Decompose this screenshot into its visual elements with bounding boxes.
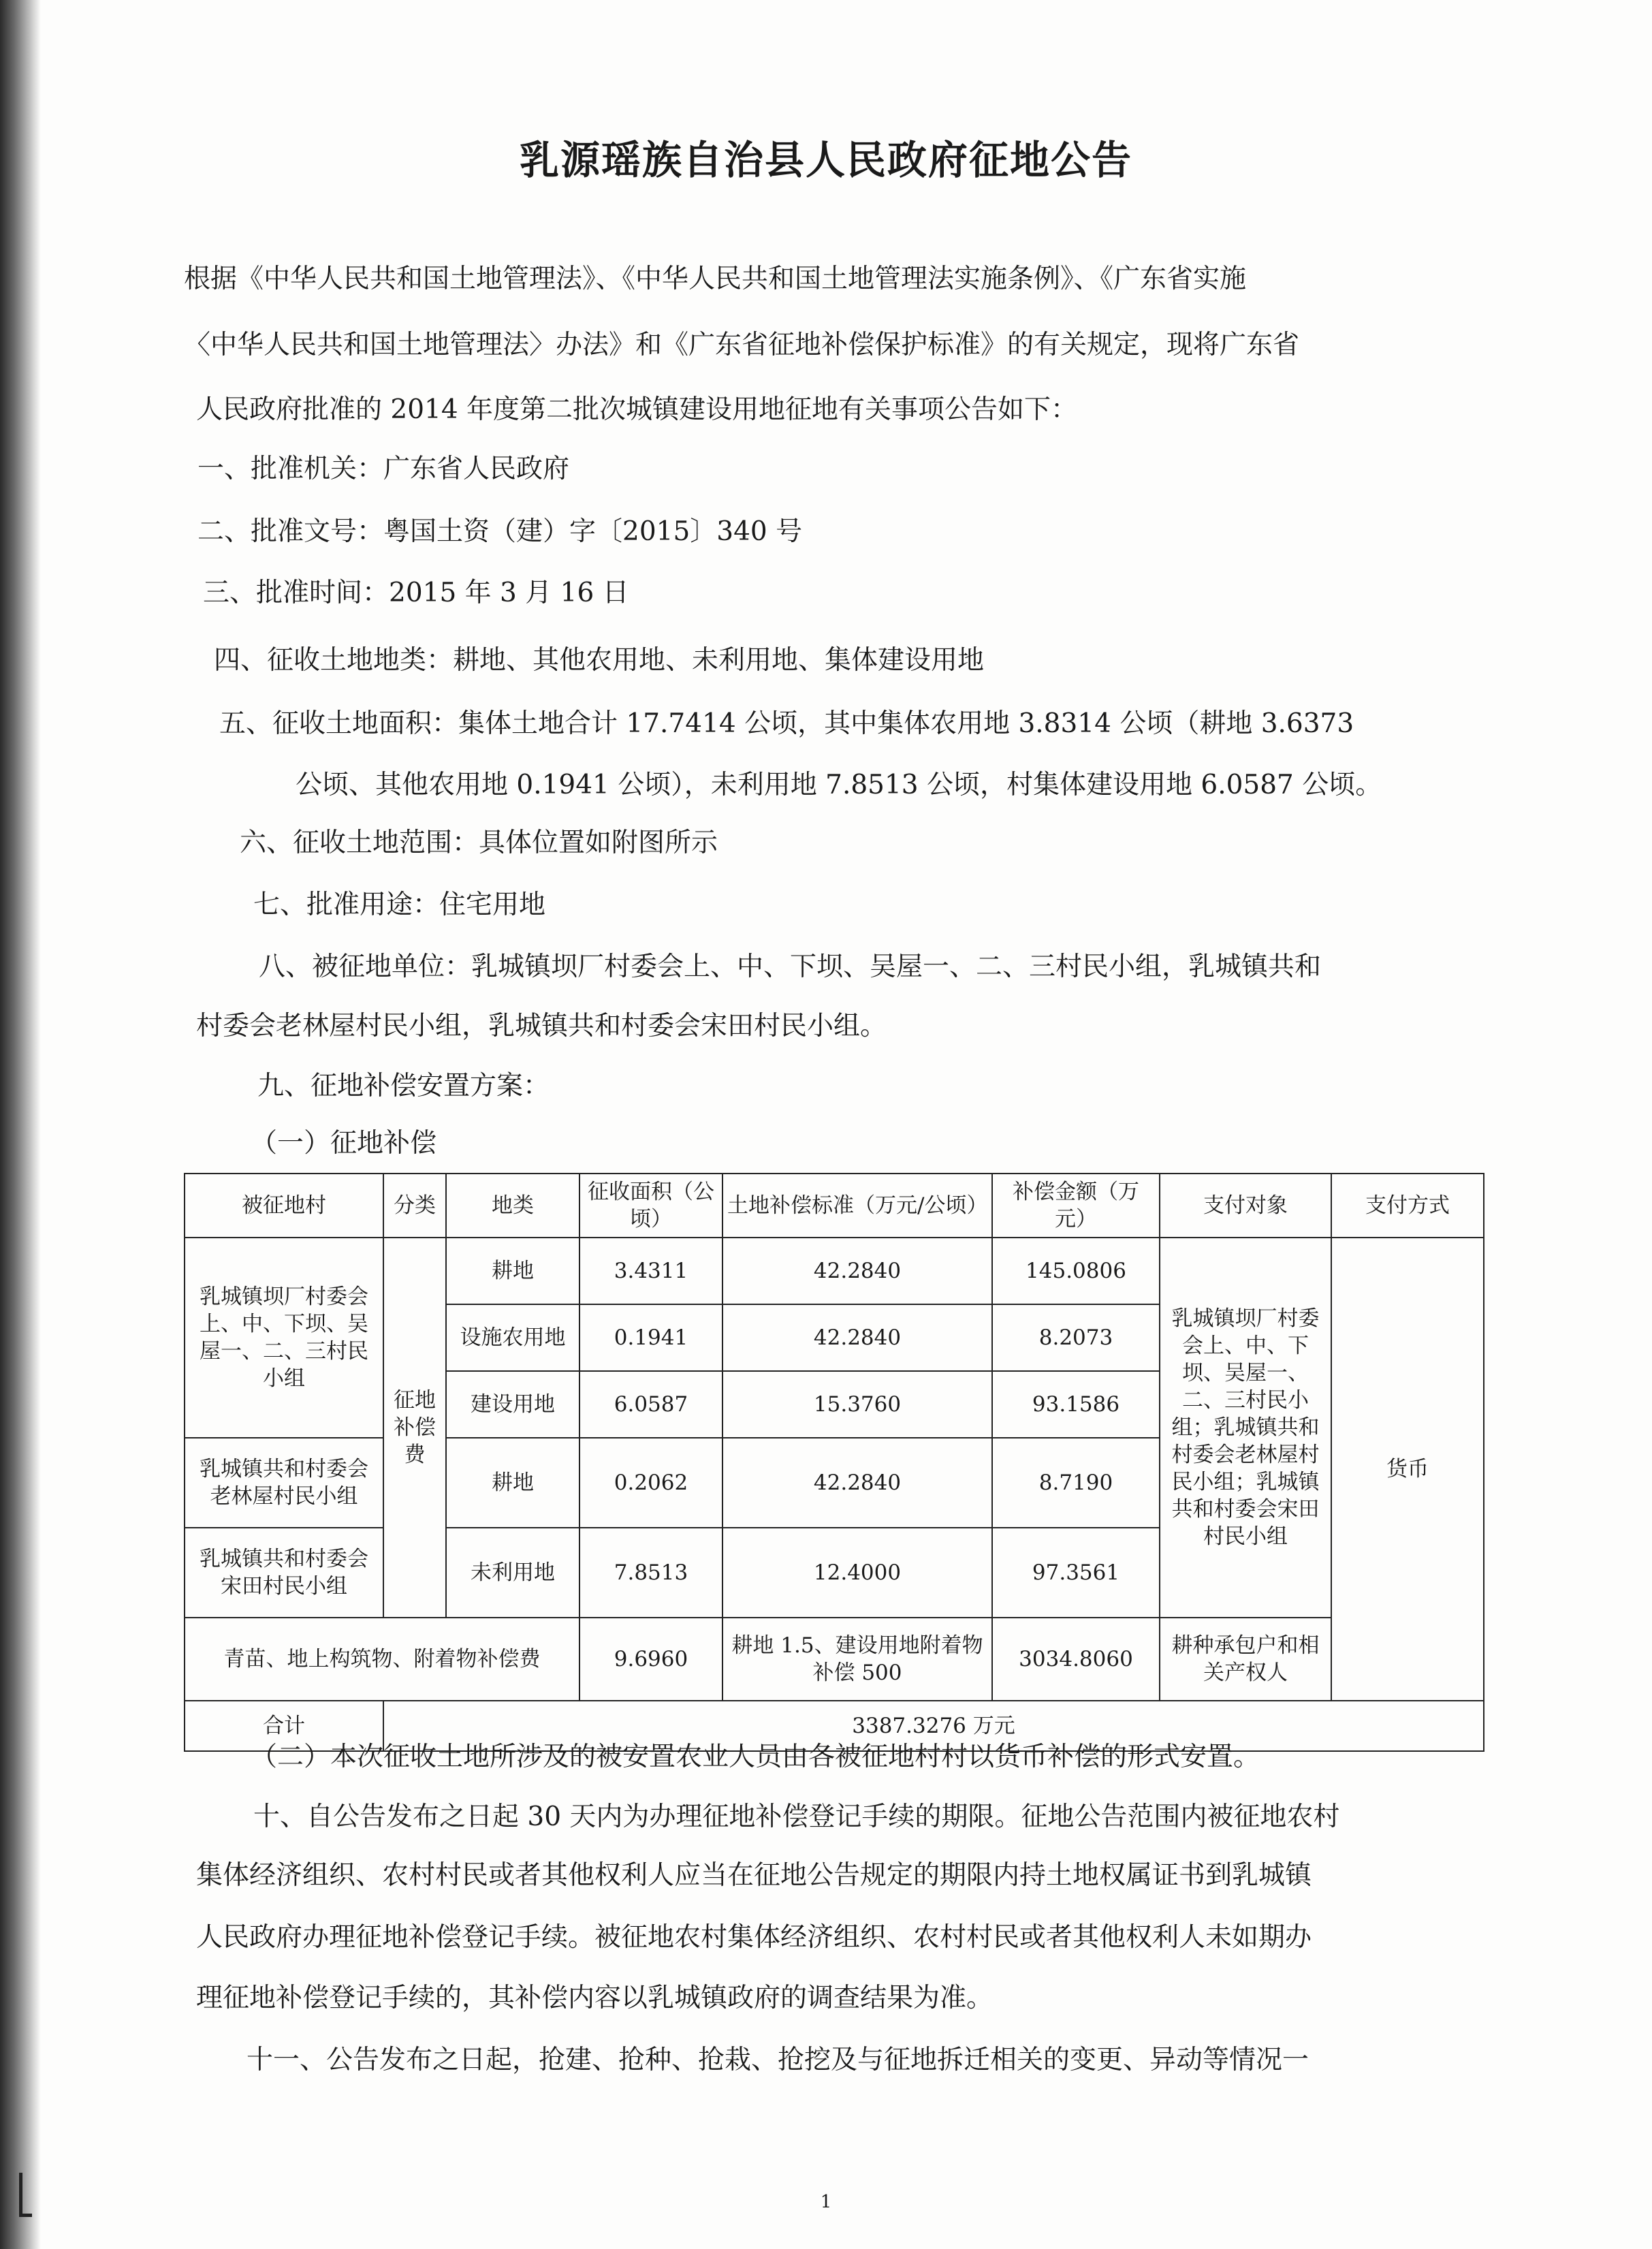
area-cell: 0.1941 bbox=[579, 1304, 722, 1371]
item-6: 六、征收土地范围：具体位置如附图所示 bbox=[240, 828, 718, 858]
total-value-cell: 3387.3276 万元 bbox=[383, 1701, 1484, 1751]
item-5-line-2: 公顷、其他农用地 0.1941 公顷），未利用地 7.8513 公顷，村集体建设用地 6.0587 公顷。 bbox=[296, 770, 1382, 800]
misc-label-cell: 青苗、地上构筑物、附着物补偿费 bbox=[185, 1618, 579, 1701]
area-cell: 3.4311 bbox=[579, 1238, 722, 1304]
header-cell: 土地补偿标准（万元/公顷） bbox=[722, 1174, 992, 1238]
amount-cell: 8.2073 bbox=[992, 1304, 1160, 1371]
table-header-row bbox=[185, 1174, 1484, 1238]
rate-cell: 12.4000 bbox=[722, 1528, 992, 1618]
table-row bbox=[185, 1238, 1484, 1304]
amount-cell: 93.1586 bbox=[992, 1371, 1160, 1438]
area-cell: 6.0587 bbox=[579, 1371, 722, 1438]
item-7: 七、批准用途：住宅用地 bbox=[253, 890, 546, 920]
village-cell: 乳城镇共和村委会老林屋村民小组 bbox=[185, 1438, 383, 1528]
table-row bbox=[185, 1618, 1484, 1701]
intro-line-2: 〈中华人民共和国土地管理法〉办法》和《广东省征地补偿保护标准》的有关规定，现将广东省 bbox=[184, 330, 1300, 360]
payee-cell: 耕种承包户和相关产权人 bbox=[1160, 1618, 1331, 1701]
item-1: 一、批准机关：广东省人民政府 bbox=[197, 454, 570, 484]
header-cell: 分类 bbox=[383, 1174, 446, 1238]
category-cell: 征地补偿费 bbox=[383, 1238, 446, 1618]
village-cell: 乳城镇共和村委会宋田村民小组 bbox=[185, 1528, 383, 1618]
land-type-cell: 建设用地 bbox=[446, 1371, 579, 1438]
pay-method-cell: 货币 bbox=[1331, 1238, 1484, 1701]
header-cell: 征收面积（公顷） bbox=[579, 1174, 722, 1238]
item-2: 二、批准文号：粤国土资（建）字〔2015〕340 号 bbox=[197, 516, 803, 547]
rate-cell: 42.2840 bbox=[722, 1304, 992, 1371]
item-8-line-2: 村委会老林屋村民小组，乳城镇共和村委会宋田村民小组。 bbox=[196, 1011, 887, 1041]
header-cell: 支付方式 bbox=[1331, 1174, 1484, 1238]
payee-cell: 乳城镇坝厂村委会上、中、下坝、吴屋一、二、三村民小组；乳城镇共和村委会老林屋村民小组；乳城镇共和村委会宋田村民小组 bbox=[1160, 1238, 1331, 1618]
item-4: 四、征收土地地类：耕地、其他农用地、未利用地、集体建设用地 bbox=[214, 645, 985, 676]
compensation-table bbox=[184, 1173, 1484, 1752]
intro-line-1: 根据《中华人民共和国土地管理法》、《中华人民共和国土地管理法实施条例》、《广东省实施 bbox=[184, 264, 1247, 294]
item-10-line-1: 十、自公告发布之日起 30 天内为办理征地补偿登记手续的期限。征地公告范围内被征地农村 bbox=[253, 1802, 1340, 1832]
item-5-line-1: 五、征收土地面积：集体土地合计 17.7414 公顷，其中集体农用地 3.8314 公顷（耕地 3.6373 bbox=[219, 708, 1354, 739]
header-cell: 地类 bbox=[446, 1174, 579, 1238]
area-cell: 9.6960 bbox=[579, 1618, 722, 1701]
amount-cell: 3034.8060 bbox=[992, 1618, 1160, 1701]
intro-line-3: 人民政府批准的 2014 年度第二批次城镇建设用地征地有关事项公告如下： bbox=[196, 394, 1078, 425]
header-cell: 补偿金额（万元） bbox=[992, 1174, 1160, 1238]
item-3: 三、批准时间：2015 年 3 月 16 日 bbox=[203, 578, 629, 608]
village-cell: 乳城镇坝厂村委会上、中、下坝、吴屋一、二、三村民小组 bbox=[185, 1238, 383, 1438]
rate-cell: 15.3760 bbox=[722, 1371, 992, 1438]
rate-cell: 耕地 1.5、建设用地附着物补偿 500 bbox=[722, 1618, 992, 1701]
item-10-line-3: 人民政府办理征地补偿登记手续。被征地农村集体经济组织、农村村民或者其他权利人未如期办 bbox=[196, 1922, 1312, 1953]
land-type-cell: 设施农用地 bbox=[446, 1304, 579, 1371]
item-10-line-2: 集体经济组织、农村村民或者其他权利人应当在征地公告规定的期限内持土地权属证书到乳城镇 bbox=[196, 1860, 1312, 1891]
rate-cell: 42.2840 bbox=[722, 1438, 992, 1528]
amount-cell: 97.3561 bbox=[992, 1528, 1160, 1618]
item-11-line-1: 十一、公告发布之日起，抢建、抢种、抢栽、抢挖及与征地拆迁相关的变更、异动等情况一 bbox=[247, 2045, 1309, 2075]
land-type-cell: 耕地 bbox=[446, 1238, 579, 1304]
total-label-cell: 合计 bbox=[185, 1701, 383, 1751]
rate-cell: 42.2840 bbox=[722, 1238, 992, 1304]
amount-cell: 8.7190 bbox=[992, 1438, 1160, 1528]
area-cell: 7.8513 bbox=[579, 1528, 722, 1618]
header-cell: 支付对象 bbox=[1160, 1174, 1331, 1238]
item-9-sub-1: （一）征地补偿 bbox=[251, 1128, 437, 1159]
amount-cell: 145.0806 bbox=[992, 1238, 1160, 1304]
page-number: 1 bbox=[820, 2192, 832, 2212]
land-type-cell: 耕地 bbox=[446, 1438, 579, 1528]
item-9-sub-2: （二）本次征收土地所涉及的被安置农业人员由各被征地村村以货币补偿的形式安置。 bbox=[251, 1742, 1260, 1772]
area-cell: 0.2062 bbox=[579, 1438, 722, 1528]
scan-corner-mark bbox=[19, 2173, 32, 2217]
item-9: 九、征地补偿安置方案： bbox=[257, 1071, 550, 1101]
item-10-line-4: 理征地补偿登记手续的，其补偿内容以乳城镇政府的调查结果为准。 bbox=[196, 1983, 994, 2013]
header-cell: 被征地村 bbox=[185, 1174, 383, 1238]
document-title: 乳源瑶族自治县人民政府征地公告 bbox=[519, 137, 1132, 183]
land-type-cell: 未利用地 bbox=[446, 1528, 579, 1618]
item-8-line-1: 八、被征地单位：乳城镇坝厂村委会上、中、下坝、吴屋一、二、三村民小组，乳城镇共和 bbox=[259, 952, 1322, 982]
